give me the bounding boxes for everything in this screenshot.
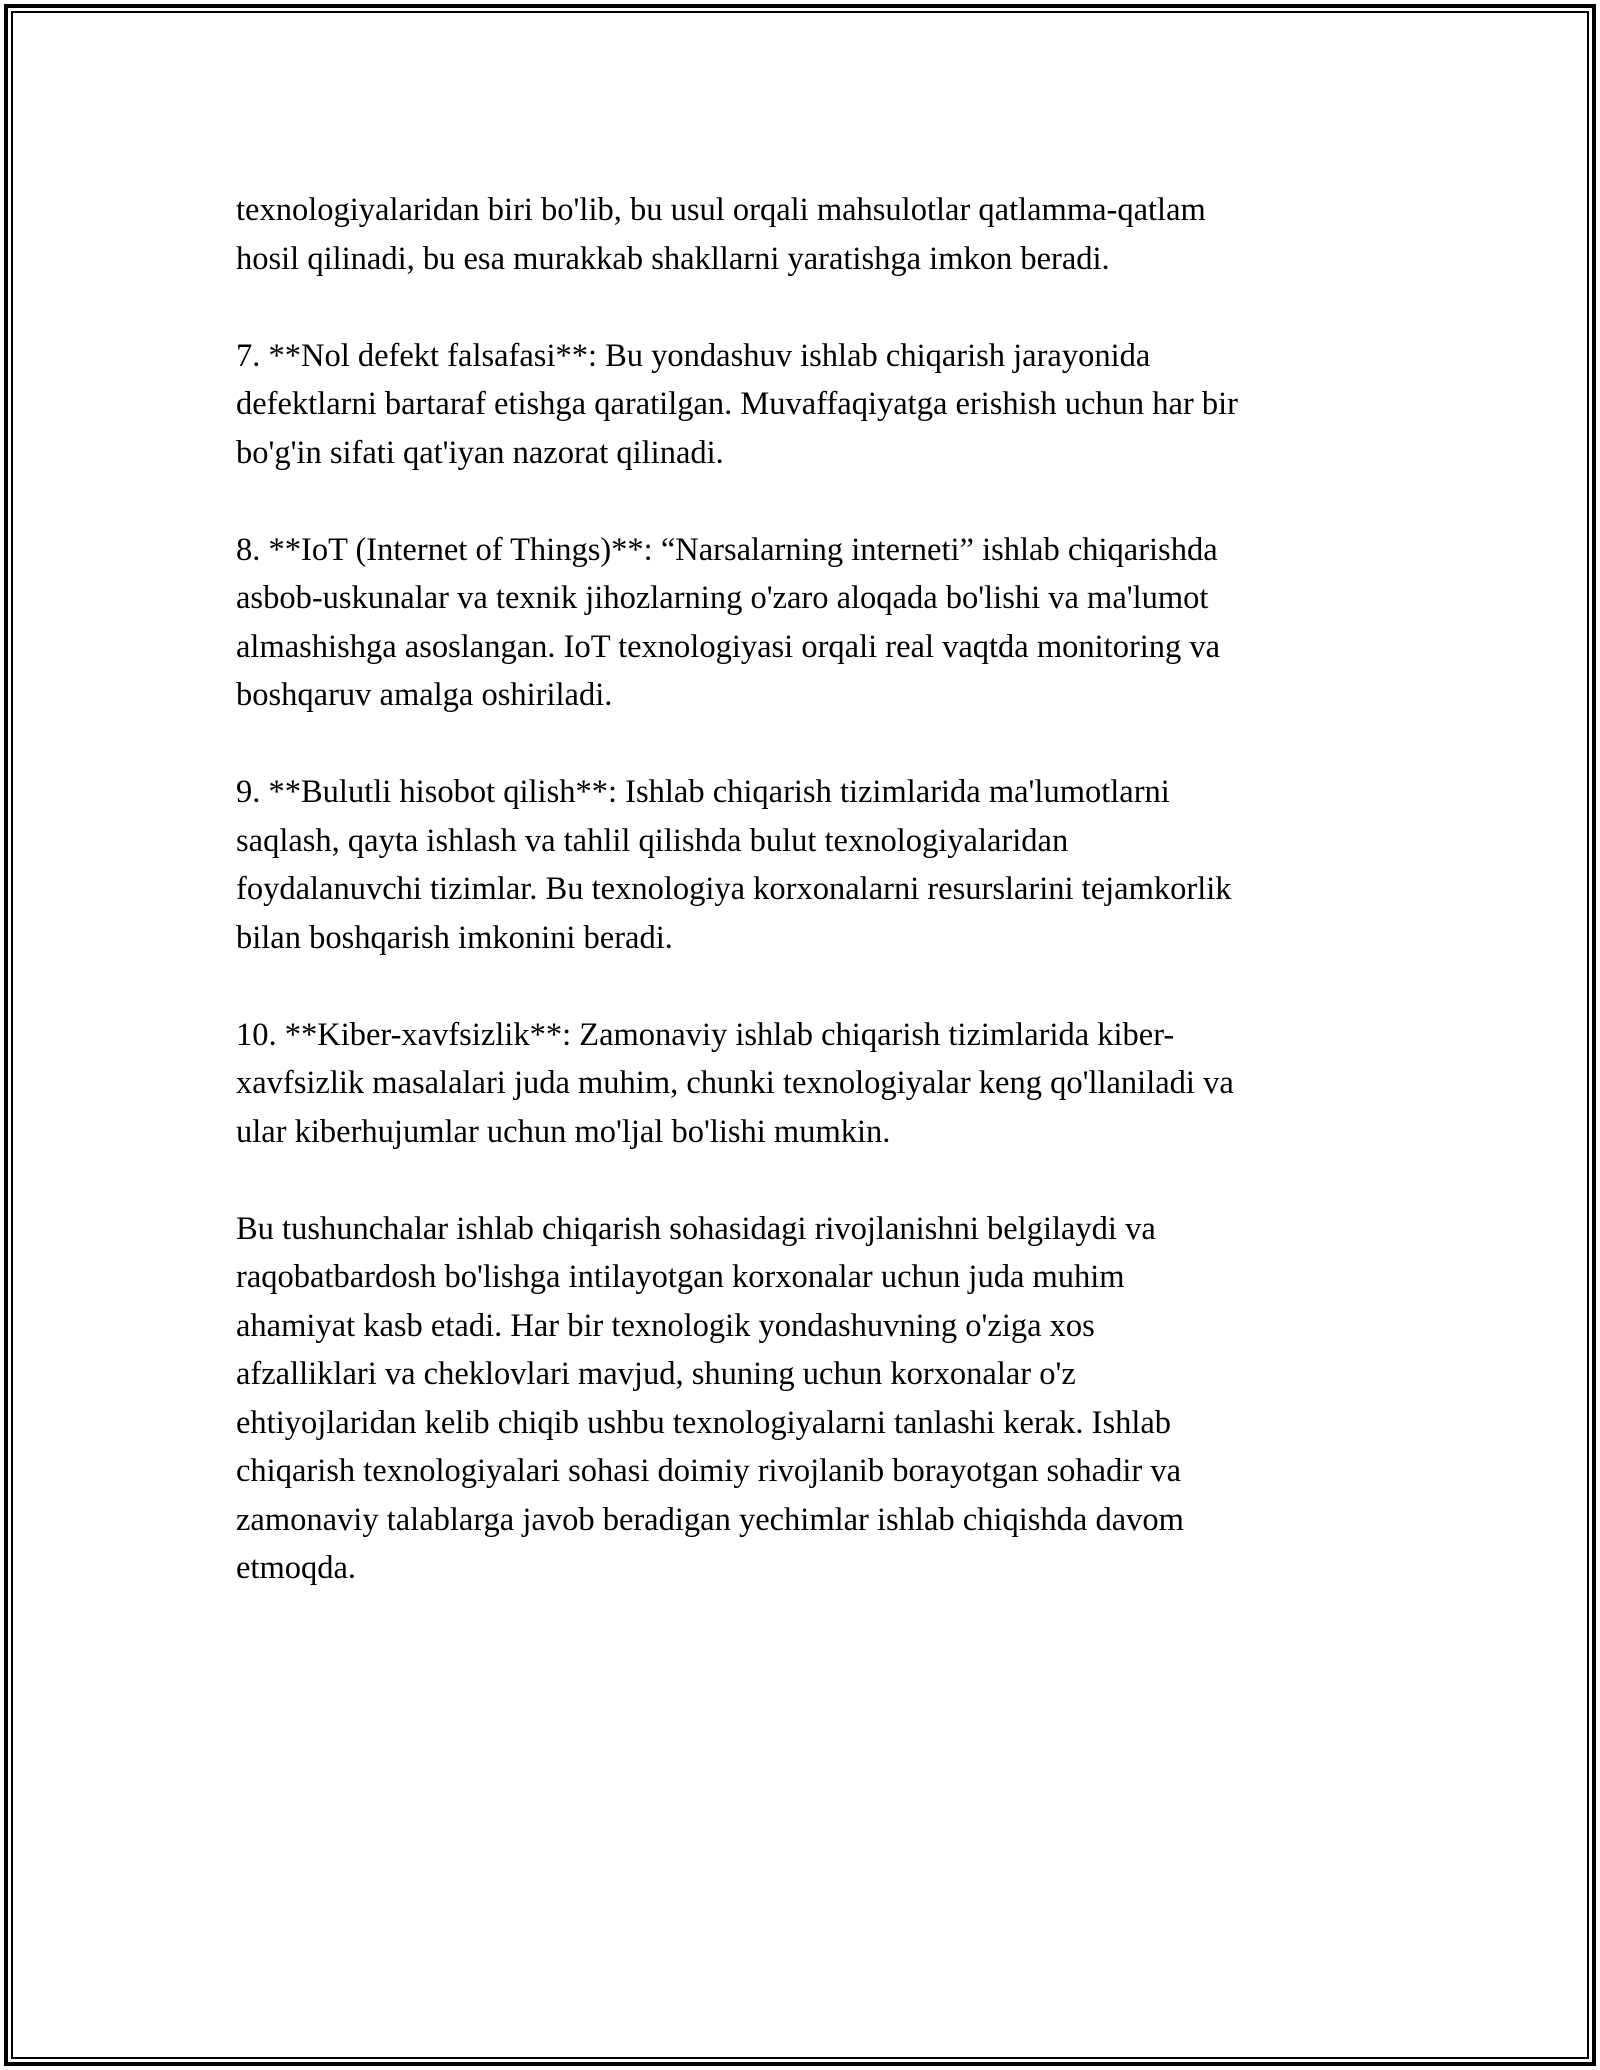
- paragraph-continuation: texnologiyalaridan biri bo'lib, bu usul orqali mahsulotlar qatlamma-qatlam hosil qilinadi, bu esa murakkab shakllarni yaratishga imkon beradi.: [236, 192, 1206, 277]
- paragraph-item-7: 7. **Nol defekt falsafasi**: Bu yondashuv ishlab chiqarish jarayonida defektlarni bartaraf etishga qaratilgan. Muvaffaqiyatga erishish uchun har bir bo'g'in sifati qat'iyan nazorat qilinadi.: [236, 337, 1238, 471]
- document-body: [236, 186, 1386, 1641]
- paragraph-item-8: 8. **IoT (Internet of Things)**: “Narsalarning interneti” ishlab chiqarishda asbob-uskunalar va texnik jihozlarning o'zaro aloqada bo'lishi va ma'lumot almashishga asoslangan. IoT texnologiyasi orqali real vaqtda monitoring va boshqaruv amalga oshiriladi.: [236, 531, 1221, 713]
- paragraph-conclusion: Bu tushunchalar ishlab chiqarish sohasidagi rivojlanishni belgilaydi va raqobatbardosh bo'lishga intilayotgan korxonalar uchun juda muhim ahamiyat kasb etadi. Har bir texnologik yondashuvning o'ziga xos afzalliklari va cheklovlari mavjud, shuning uchun korxonalar o'z ehtiyojlaridan kelib chiqib ushbu texnologiyalarni tanlashi kerak. Ishlab chiqarish texnologiyalari sohasi doimiy rivojlanib borayotgan sohadir va zamonaviy talablarga javob beradigan yechimlar ishlab chiqishda davom etmoqda.: [236, 1210, 1184, 1586]
- paragraph-item-9: 9. **Bulutli hisobot qilish**: Ishlab chiqarish tizimlarida ma'lumotlarni saqlash, qayta ishlash va tahlil qilishda bulut texnologiyalaridan foydalanuvchi tizimlar. Bu texnologiya korxonalarni resurslarini tejamkorlik bilan boshqarish imkonini beradi.: [236, 774, 1232, 956]
- paragraph-item-10: 10. **Kiber-xavfsizlik**: Zamonaviy ishlab chiqarish tizimlarida kiber- xavfsizlik masalalari juda muhim, chunki texnologiyalar keng qo'llaniladi va ular kiberhujumlar uchun mo'ljal bo'lishi mumkin.: [236, 1016, 1234, 1150]
